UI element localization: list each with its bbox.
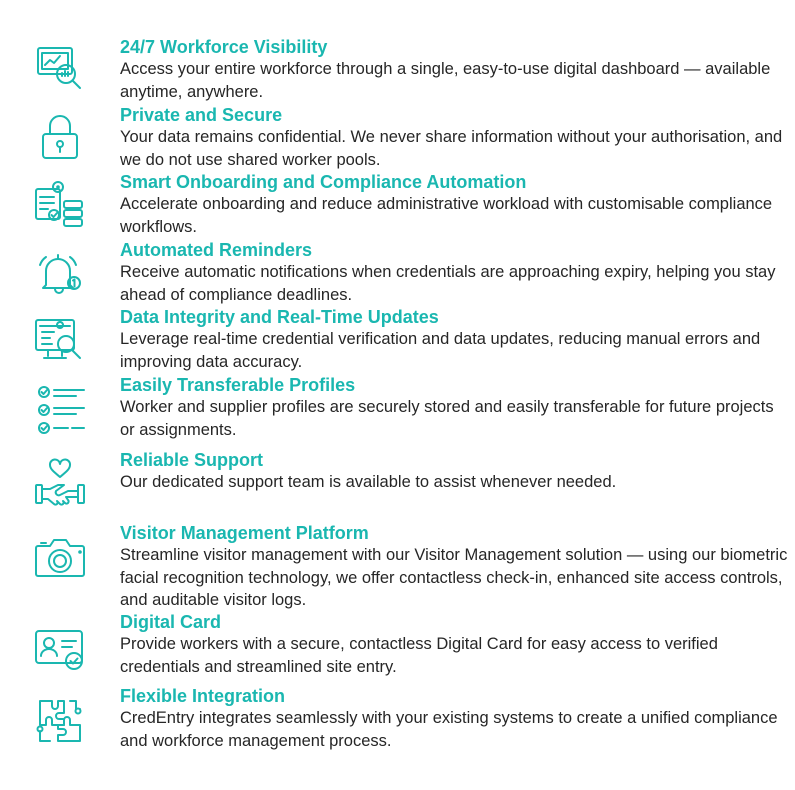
- document-gear-database-icon: [30, 175, 90, 235]
- feature-description: Our dedicated support team is available to assist whenever needed.: [120, 473, 617, 491]
- feature-text: [120, 374, 790, 441]
- feature-title: Digital Card: [120, 612, 222, 632]
- feature-text: [120, 36, 790, 103]
- puzzle-integration-icon: [30, 691, 90, 751]
- feature-description: Worker and supplier profiles are securely stored and easily transferable for future projects or assignments.: [120, 398, 774, 439]
- lock-icon: [30, 108, 90, 168]
- feature-description: Provide workers with a secure, contactless Digital Card for easy access to verified credentials and streamlined site entry.: [120, 635, 718, 676]
- feature-description: Leverage real-time credential verification and data updates, reducing manual errors and improving data accuracy.: [120, 330, 761, 371]
- feature-title: Data Integrity and Real-Time Updates: [120, 307, 439, 327]
- feature-title: Smart Onboarding and Compliance Automation: [120, 172, 527, 192]
- feature-description: CredEntry integrates seamlessly with your existing systems to create a unified compliance and workforce management process.: [120, 709, 778, 750]
- feature-text: [120, 611, 790, 678]
- feature-description: Accelerate onboarding and reduce administrative workload with customisable compliance workflows.: [120, 195, 773, 236]
- feature-description: Receive automatic notifications when credentials are approaching expiry, helping you stay ahead of compliance deadlines.: [120, 263, 776, 304]
- feature-text: [120, 171, 790, 238]
- feature-text: [120, 306, 790, 373]
- feature-description: Streamline visitor management with our Visitor Management solution — using our biometric facial recognition technology, we offer contactless check-in, enhanced site access controls, and auditable visitor logs.: [120, 546, 788, 609]
- feature-text: [120, 449, 790, 494]
- monitor-search-icon: [30, 312, 90, 372]
- dashboard-search-icon: [30, 40, 90, 100]
- feature-title: Reliable Support: [120, 450, 264, 470]
- feature-description: Access your entire workforce through a single, easy-to-use digital dashboard — available anytime, anywhere.: [120, 60, 771, 101]
- feature-title: Visitor Management Platform: [120, 523, 369, 543]
- camera-icon: [30, 528, 90, 588]
- feature-title: Easily Transferable Profiles: [120, 375, 356, 395]
- checklist-icon: [30, 380, 90, 440]
- feature-text: [120, 522, 790, 612]
- handshake-heart-icon: [30, 455, 90, 515]
- feature-title: 24/7 Workforce Visibility: [120, 37, 328, 57]
- feature-text: [120, 239, 790, 306]
- feature-text: [120, 685, 790, 752]
- feature-title: Automated Reminders: [120, 240, 313, 260]
- feature-text: [120, 104, 790, 171]
- feature-description: Your data remains confidential. We never share information without your authorisation, and we do not use shared worker pools.: [120, 128, 783, 169]
- feature-title: Flexible Integration: [120, 686, 286, 706]
- id-card-check-icon: [30, 619, 90, 679]
- bell-notification-icon: [30, 243, 90, 303]
- feature-title: Private and Secure: [120, 105, 283, 125]
